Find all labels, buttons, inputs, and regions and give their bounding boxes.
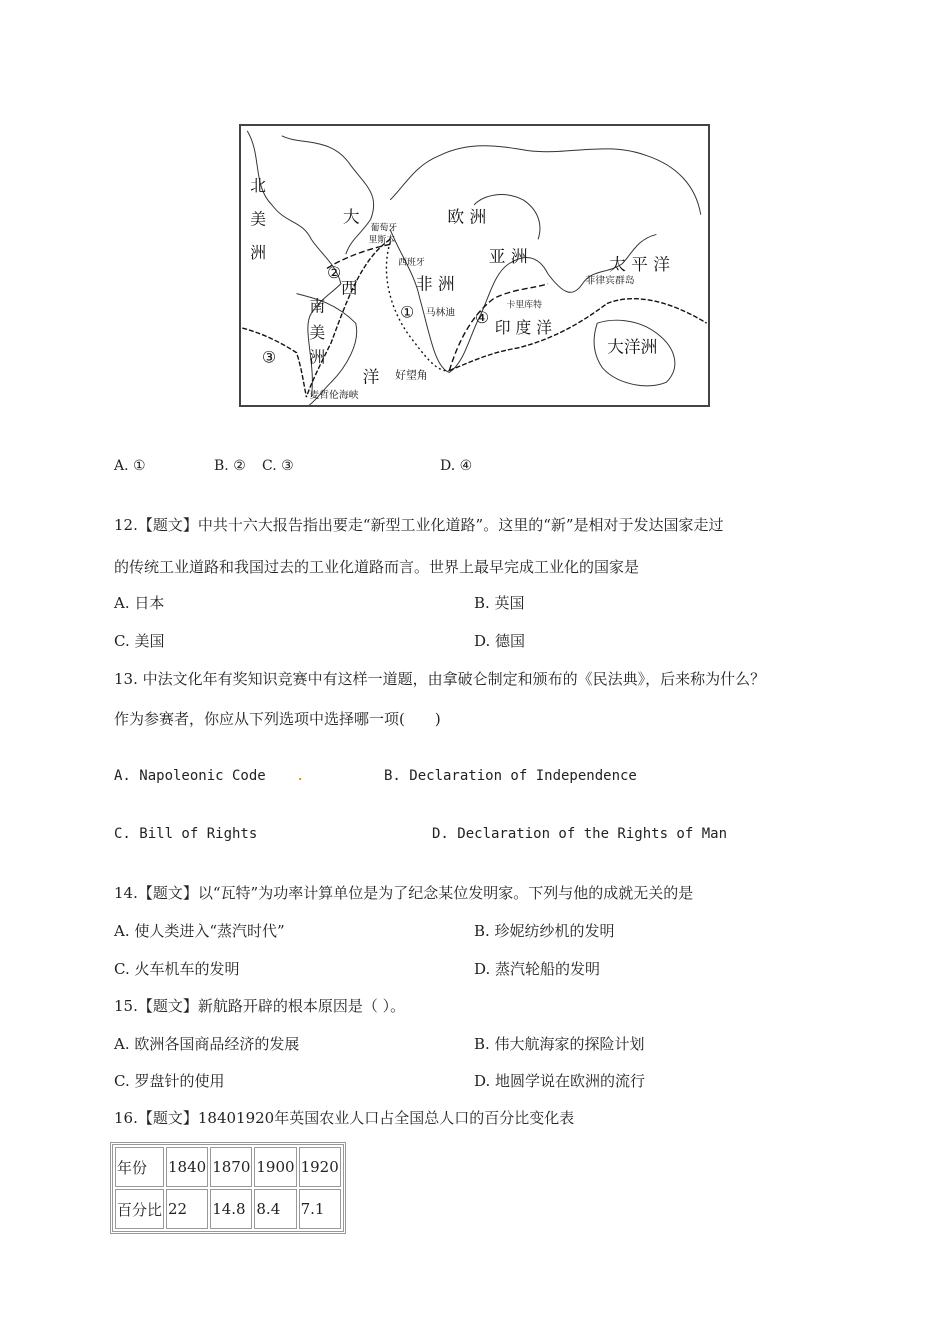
lbl-asia: 亚 洲	[488, 246, 528, 267]
q14-option-d: D. 蒸汽轮船的发明	[474, 960, 601, 978]
q12-option-b: B. 英国	[474, 594, 525, 612]
lbl-route4: ④	[474, 308, 490, 328]
q12-option-a: A. 日本	[114, 594, 165, 612]
table-cell: 8.4	[254, 1189, 296, 1229]
q16-stem: 16.【题文】18401920年英国农业人口占全国总人口的百分比变化表	[114, 1109, 575, 1127]
lbl-oceania: 大洋洲	[607, 336, 658, 357]
lbl-spain: 西班牙	[398, 258, 425, 269]
q11-option-b: B. ②	[214, 458, 246, 474]
lbl-sa-2: 美	[309, 322, 326, 342]
q13-option-b: B. Declaration of Independence	[384, 768, 637, 784]
q12-stem-line1: 12.【题文】中共十六大报告指出要走“新型工业化道路”。这里的“新”是相对于发达国家走过	[114, 516, 724, 534]
table-cell: 22	[166, 1189, 208, 1229]
lbl-na-2: 美	[250, 209, 266, 229]
map-svg	[241, 126, 708, 405]
table-cell: 1840	[166, 1147, 208, 1187]
lbl-route1: ①	[400, 302, 415, 322]
q14-option-a: A. 使人类进入“蒸汽时代”	[114, 922, 285, 940]
q14-option-b: B. 珍妮纺纱机的发明	[474, 922, 615, 940]
lbl-portugal: 葡萄牙	[370, 223, 398, 234]
table-cell: 14.8	[210, 1189, 252, 1229]
q14-stem: 14.【题文】以“瓦特”为功率计算单位是为了纪念某位发明家。下列与他的成就无关的是	[114, 884, 694, 902]
table-cell: 百分比	[115, 1189, 164, 1229]
q13-option-d: D. Declaration of the Rights of Man	[432, 826, 728, 842]
lbl-na-1: 北	[250, 176, 266, 196]
q12-option-c: C. 美国	[114, 632, 165, 650]
lbl-route3: ③	[262, 347, 277, 367]
population-table	[110, 1142, 346, 1234]
lbl-sa-3: 洲	[309, 347, 326, 367]
lbl-africa: 非 洲	[415, 273, 455, 294]
table-row	[115, 1147, 341, 1187]
lbl-goodhope: 好望角	[395, 368, 428, 382]
table-cell: 1870	[210, 1147, 252, 1187]
q15-option-a: A. 欧洲各国商品经济的发展	[114, 1035, 300, 1053]
lbl-atl-2: 西	[340, 277, 358, 298]
q11-option-a: A. ①	[114, 458, 146, 474]
q15-option-c: C. 罗盘针的使用	[114, 1072, 225, 1090]
q11-option-c: C. ③	[262, 458, 294, 474]
q13-dot-mark: .	[296, 768, 305, 784]
q13-option-a: A. Napoleonic Code	[114, 768, 266, 784]
lbl-magellan: 麦哲伦海峡	[309, 390, 359, 402]
q12-stem-line2: 的传统工业道路和我国过去的工业化道路而言。世界上最早完成工业化的国家是	[114, 558, 640, 576]
lbl-route2: ②	[327, 262, 342, 282]
lbl-malindi: 马林迪	[425, 307, 456, 319]
table-cell: 7.1	[299, 1189, 341, 1229]
table-cell: 1900	[254, 1147, 296, 1187]
q15-option-b: B. 伟大航海家的探险计划	[474, 1035, 645, 1053]
lbl-indian: 印 度 洋	[494, 318, 553, 338]
lbl-calicut: 卡里库特	[506, 300, 542, 311]
lbl-sa-1: 南	[309, 296, 326, 316]
table-row	[115, 1189, 341, 1229]
lbl-philippines: 菲律宾群岛	[585, 275, 635, 287]
q13-stem-line2: 作为参赛者，你应从下列选项中选择哪一项( )	[114, 710, 441, 728]
q13-option-c: C. Bill of Rights	[114, 826, 258, 842]
q14-option-c: C. 火车机车的发明	[114, 960, 240, 978]
voyages-map	[239, 124, 710, 407]
lbl-pacific: 太 平 洋	[609, 253, 670, 274]
q12-option-d: D. 德国	[474, 632, 526, 650]
q13-stem-line1: 13. 中法文化年有奖知识竞赛中有这样一道题，由拿破仑制定和颁布的《民法典》，后来称为什么？	[114, 670, 766, 688]
lbl-europe: 欧 洲	[447, 206, 487, 227]
q15-stem: 15.【题文】新航路开辟的根本原因是（ ）。	[114, 997, 406, 1015]
q11-option-d: D. ④	[440, 458, 473, 474]
table-cell: 年份	[115, 1147, 164, 1187]
table-cell: 1920	[299, 1147, 341, 1187]
q15-option-d: D. 地圆学说在欧洲的流行	[474, 1072, 646, 1090]
lbl-lisbon: 里斯本	[368, 235, 396, 246]
lbl-atl-3: 洋	[362, 366, 380, 387]
lbl-atl-1: 大	[342, 206, 360, 227]
lbl-na-3: 洲	[250, 243, 266, 263]
